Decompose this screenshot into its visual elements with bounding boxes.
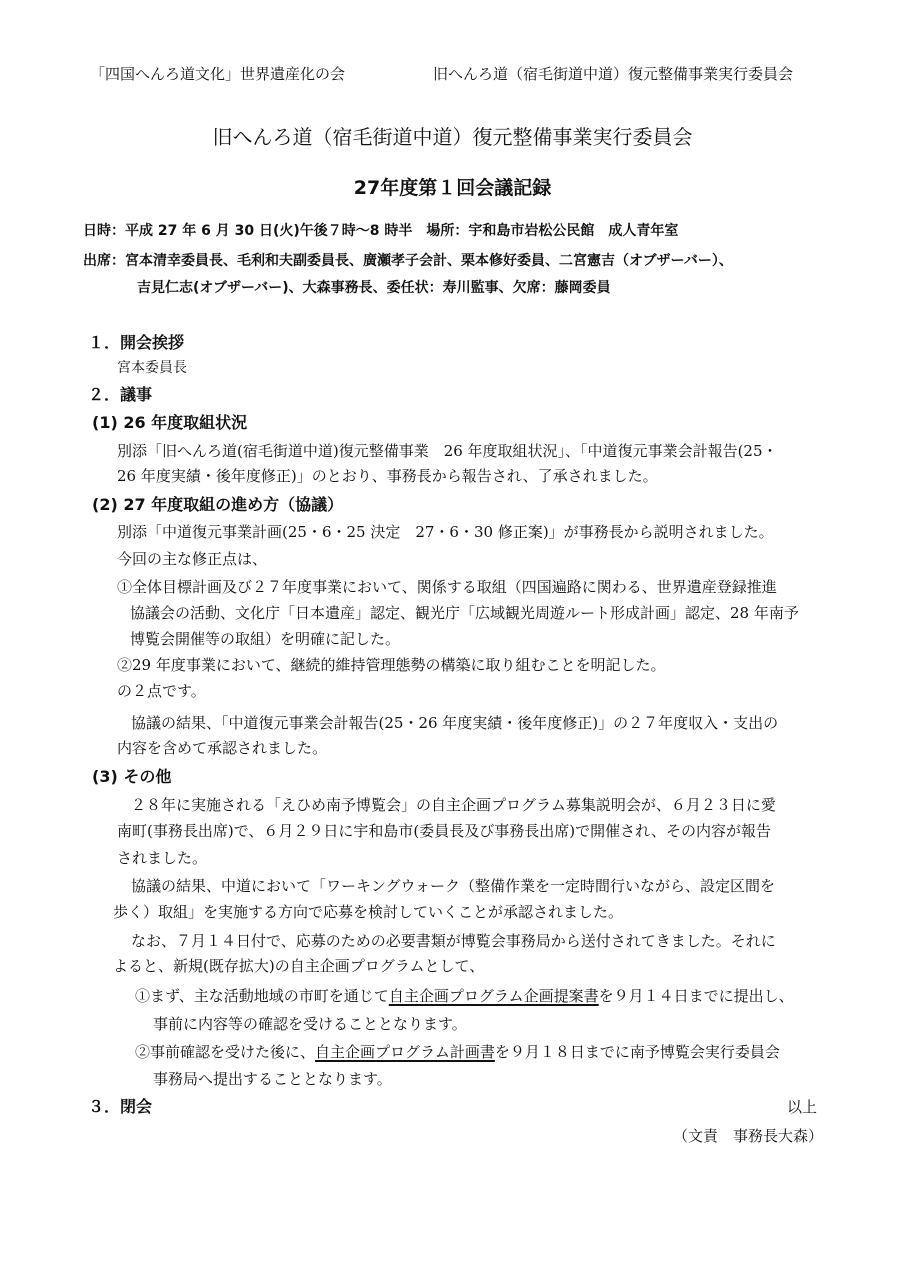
attendance-line-2: 吉見仁志(オブザーバー)、大森事務長、委任状：寿川監事、欠席：藤岡委員 [137, 280, 611, 296]
subsection-3-line: 協議の結果、中道において「ワーキングウォーク（整備作業を一定時間行いながら、設定区間を [131, 877, 775, 895]
subsection-1-line: 26 年度実績・後年度修正)」のとおり、事務長から報告され、了承されました。 [117, 467, 658, 485]
list-item-2-line-2: 事務局へ提出することとなります。 [153, 1070, 392, 1088]
subsection-3-line: よると、新規(既存拡大)の自主企画プログラムとして、 [113, 957, 485, 975]
header-left: 「四国へんろ道文化」世界遺産化の会 [90, 65, 346, 83]
section-2-heading: ２．議事 [88, 385, 153, 404]
subsection-2-line: の２点です。 [117, 682, 206, 700]
subsection-3-line: 歩く）取組」を実施する方向で応募を検討していくことが承認されました。 [113, 903, 624, 921]
subsection-2-line: 博覧会開催等の取組）を明確に記した。 [130, 630, 401, 648]
subsection-2-line: ①全体目標計画及び２７年度事業において、関係する取組（四国遍路に関わる、世界遺産登録推進 [117, 578, 777, 596]
subsection-2-line: ②29 年度事業において、継続的維持管理態勢の構築に取り組むことを明記した。 [117, 656, 666, 674]
list-item-text: ②事前確認を受けた後に、 [135, 1043, 316, 1061]
meeting-datetime: 日時：平成 27 年 6 月 30 日(火)午後７時～8 時半 場所：宇和島市岩松公民館 成人青年室 [83, 223, 679, 239]
subsection-3-line: ２８年に実施される「えひめ南予博覧会」の自主企画プログラム募集説明会が、６月２３日に愛 [131, 796, 776, 814]
header-right: 旧へんろ道（宿毛街道中道）復元整備事業実行委員会 [433, 65, 794, 83]
document-subtitle: 27年度第１回会議記録 [353, 177, 552, 199]
subsection-3-heading: (3) その他 [92, 767, 172, 786]
author-note: （文責 事務長大森） [672, 1127, 823, 1145]
subsection-2-line: 協議の結果、「中道復元事業会計報告(25・26 年度実績・後年度修正)」の２７年度収入・支出の [131, 714, 779, 732]
subsection-2-line: 内容を含めて承認されました。 [117, 739, 328, 757]
subsection-1-heading: (1) 26 年度取組状況 [92, 413, 248, 432]
attendance-line-1: 出席：宮本清幸委員長、毛利和夫副委員長、廣瀬孝子会計、栗本修好委員、二宮憲吉（オブザーバー）、 [83, 253, 733, 269]
list-item-text: を９月１８日までに南予博覧会実行委員会 [494, 1043, 780, 1061]
subsection-2-line: 協議会の活動、文化庁「日本遺産」認定、観光庁「広域観光周遊ルート形成計画」認定、28 年南予 [130, 604, 799, 622]
subsection-2-line: 別添「中道復元事業計画(25・6・25 決定 27・6・30 修正案)」が事務長から説明されました。 [117, 523, 774, 541]
subsection-2-line: 今回の主な修正点は、 [117, 550, 268, 568]
list-item-text: ①まず、主な活動地域の市町を通じて [135, 987, 389, 1005]
list-item-1 [135, 986, 794, 1006]
section-3-heading: ３．閉会 [88, 1097, 153, 1116]
closing-mark: 以上 [786, 1098, 817, 1116]
document-title: 旧へんろ道（宿毛街道中道）復元整備事業実行委員会 [212, 125, 693, 149]
subsection-1-line: 別添「旧へんろ道(宿毛街道中道)復元整備事業 26 年度取組状況」、「中道復元事業会計報告(25・ [117, 442, 778, 460]
subsection-2-heading: (2) 27 年度取組の進め方（協議） [92, 495, 344, 514]
list-item-2 [135, 1042, 780, 1062]
list-item-1-line-2: 事前に内容等の確認を受けることとなります。 [153, 1015, 467, 1033]
list-item-text: を９月１４日までに提出し、 [598, 987, 794, 1005]
underlined-document-name: 自主企画プログラム計画書 [315, 1043, 495, 1061]
subsection-3-line: 南町(事務長出席)で、６月２９日に宇和島市(委員長及び事務長出席)で開催され、その内容が報告 [117, 822, 772, 840]
subsection-3-line: されました。 [117, 849, 208, 867]
section-1-body: 宮本委員長 [117, 360, 187, 376]
underlined-document-name: 自主企画プログラム企画提案書 [388, 987, 599, 1005]
subsection-3-line: なお、７月１４日付で、応募のための必要書類が博覧会事務局から送付されてきました。それに [131, 932, 776, 950]
section-1-heading: １．開会挨拶 [88, 333, 185, 352]
